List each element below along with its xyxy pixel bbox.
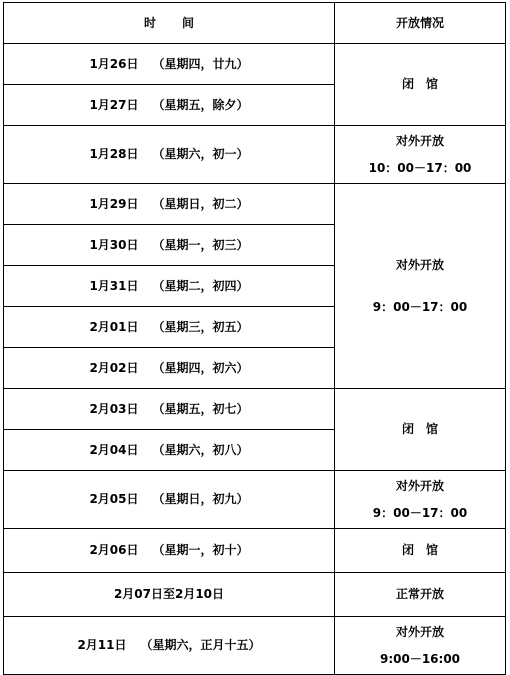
date-cell: 1月30日 （星期一，初三） <box>4 225 335 266</box>
date-cell: 2月06日 （星期一，初十） <box>4 529 335 573</box>
table-header-row <box>4 3 506 44</box>
date-cell: 1月31日 （星期二，初四） <box>4 266 335 307</box>
date-cell: 2月04日 （星期六，初八） <box>4 430 335 471</box>
date-cell: 2月02日 （星期四，初六） <box>4 348 335 389</box>
status-cell-closed: 闭 馆 <box>335 389 506 471</box>
status-cell-normal: 正常开放 <box>335 573 506 617</box>
status-cell-closed: 闭 馆 <box>335 44 506 126</box>
date-cell: 2月05日 （星期日，初九） <box>4 471 335 529</box>
date-cell: 2月03日 （星期五，初七） <box>4 389 335 430</box>
status-cell-open: 对外开放 10：00－17：00 <box>335 126 506 184</box>
status-cell-open: 对外开放 9:00－16:00 <box>335 617 506 675</box>
date-cell: 1月28日 （星期六，初一） <box>4 126 335 184</box>
date-cell: 2月01日 （星期三，初五） <box>4 307 335 348</box>
date-cell: 2月11日 （星期六，正月十五） <box>4 617 335 675</box>
status-cell-open: 对外开放 9：00－17：00 <box>335 184 506 389</box>
date-cell: 1月26日 （星期四，廿九） <box>4 44 335 85</box>
table-row <box>4 617 506 675</box>
header-status: 开放情况 <box>335 3 506 44</box>
opening-schedule-table <box>3 2 506 675</box>
table-row <box>4 126 506 184</box>
header-time <box>4 3 335 44</box>
status-cell-closed: 闭 馆 <box>335 529 506 573</box>
table-row <box>4 529 506 573</box>
table-row <box>4 184 506 225</box>
table-row <box>4 389 506 430</box>
status-cell-open: 对外开放 9：00－17：00 <box>335 471 506 529</box>
header-time-char2: 间 <box>182 15 195 30</box>
header-time-char1: 时 <box>143 15 156 30</box>
table-row <box>4 573 506 617</box>
table-row <box>4 44 506 85</box>
date-cell: 1月27日 （星期五，除夕） <box>4 85 335 126</box>
date-cell: 2月07日至2月10日 <box>4 573 335 617</box>
date-cell: 1月29日 （星期日，初二） <box>4 184 335 225</box>
table-row <box>4 471 506 529</box>
